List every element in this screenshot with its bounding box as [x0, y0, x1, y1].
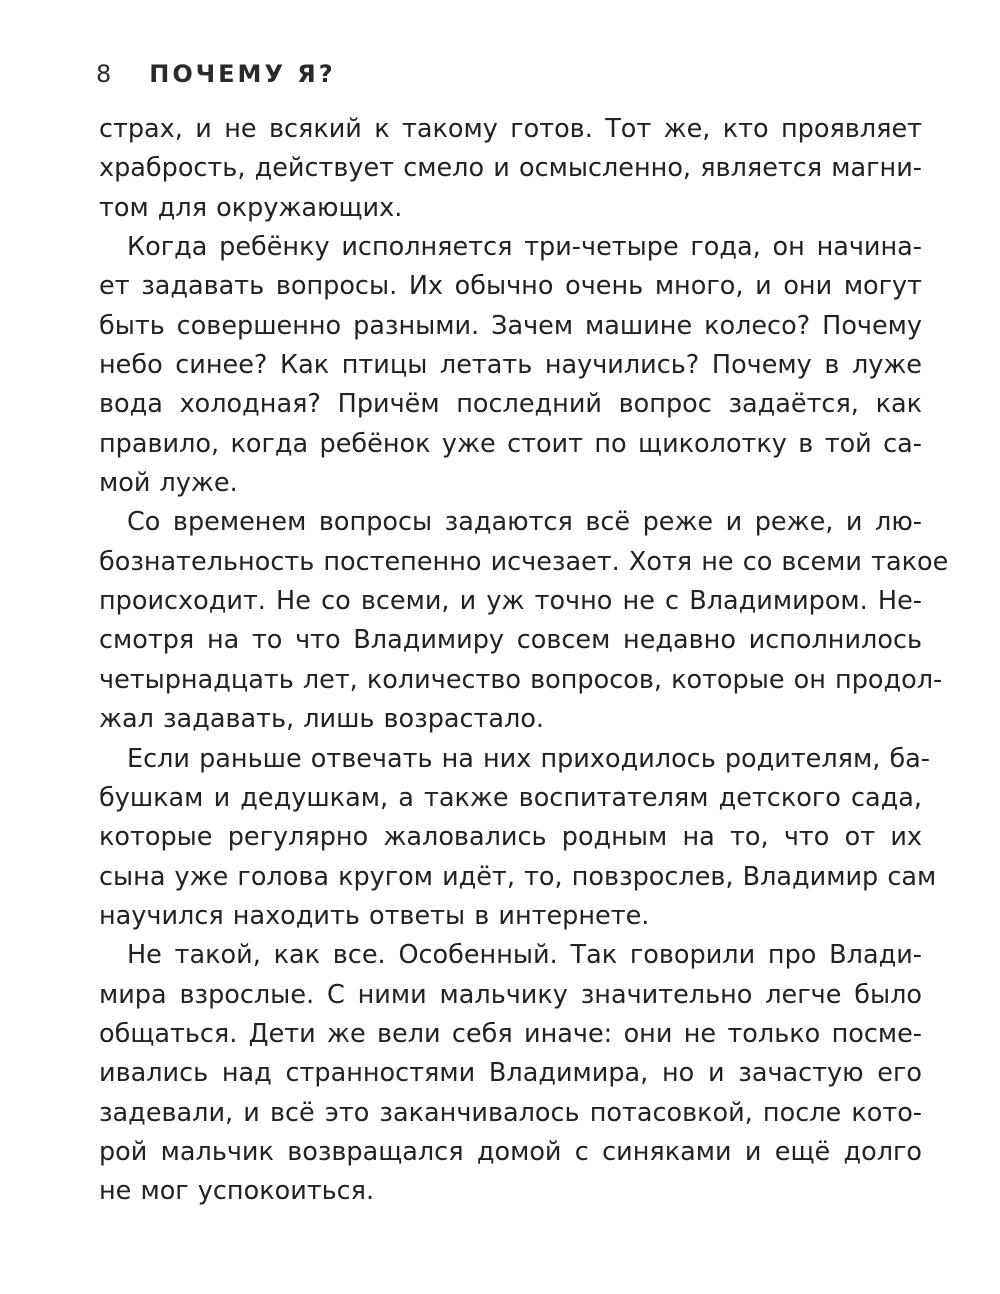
text-line: жал задавать, лишь возрастало.: [99, 704, 545, 735]
text-line: общаться. Дети же вели себя иначе: они не только посме-: [99, 1018, 922, 1049]
text-line: правило, когда ребёнок уже стоит по щиколотку в той са-: [99, 428, 922, 459]
text-line: ет задавать вопросы. Их обычно очень много, и они могут: [99, 271, 922, 302]
text-line: смотря на то что Владимиру совсем недавно исполнилось: [99, 625, 922, 656]
text-line: научился находить ответы в интернете.: [99, 900, 650, 931]
text-line: сына уже голова кругом идёт, то, повзрослев, Владимир сам: [99, 861, 937, 892]
text-line: Когда ребёнку исполняется три-четыре года, он начина-: [127, 232, 922, 263]
text-line: не мог успокоиться.: [99, 1176, 375, 1207]
text-line: Не такой, как все. Особенный. Так говорили про Влади-: [127, 940, 922, 971]
page-number: 8: [96, 60, 112, 88]
text-line: том для окружающих.: [99, 192, 403, 223]
text-line: бознательность постепенно исчезает. Хотя не со всеми такое: [99, 546, 949, 577]
body-text: [99, 110, 949, 1212]
text-line: происходит. Не со всеми, и уж точно не с Владимиром. Не-: [99, 586, 922, 617]
text-line: мой луже.: [99, 468, 238, 499]
text-line: быть совершенно разными. Зачем машине колесо? Почему: [99, 310, 922, 341]
text-line: бушкам и дедушкам, а также воспитателям детского сада,: [99, 782, 922, 813]
text-line: ивались над странностями Владимира, но и зачастую его: [99, 1058, 922, 1089]
text-line: четырнадцать лет, количество вопросов, которые он продол-: [99, 664, 943, 695]
text-line: которые регулярно жаловались родным на то, что от их: [99, 822, 922, 853]
text-line: Со временем вопросы задаются всё реже и реже, и лю-: [127, 507, 922, 538]
running-head: [96, 54, 336, 94]
text-line: рой мальчик возвращался домой с синяками и ещё долго: [99, 1136, 922, 1167]
text-line: храбрость, действует смело и осмысленно, является магни-: [99, 153, 922, 184]
text-line: Если раньше отвечать на них приходилось родителям, ба-: [127, 743, 931, 774]
text-line: небо синее? Как птицы летать научились? Почему в луже: [99, 350, 922, 381]
text-line: вода холодная? Причём последний вопрос задаётся, как: [99, 389, 922, 420]
text-line: задевали, и всё это заканчивалось потасовкой, после кото-: [99, 1097, 922, 1128]
text-line: страх, и не всякий к такому готов. Тот же, кто проявляет: [99, 114, 922, 144]
chapter-title: ПОЧЕМУ Я?: [149, 60, 336, 88]
text-line: мира взрослые. С ними мальчику значительно легче было: [99, 979, 922, 1010]
